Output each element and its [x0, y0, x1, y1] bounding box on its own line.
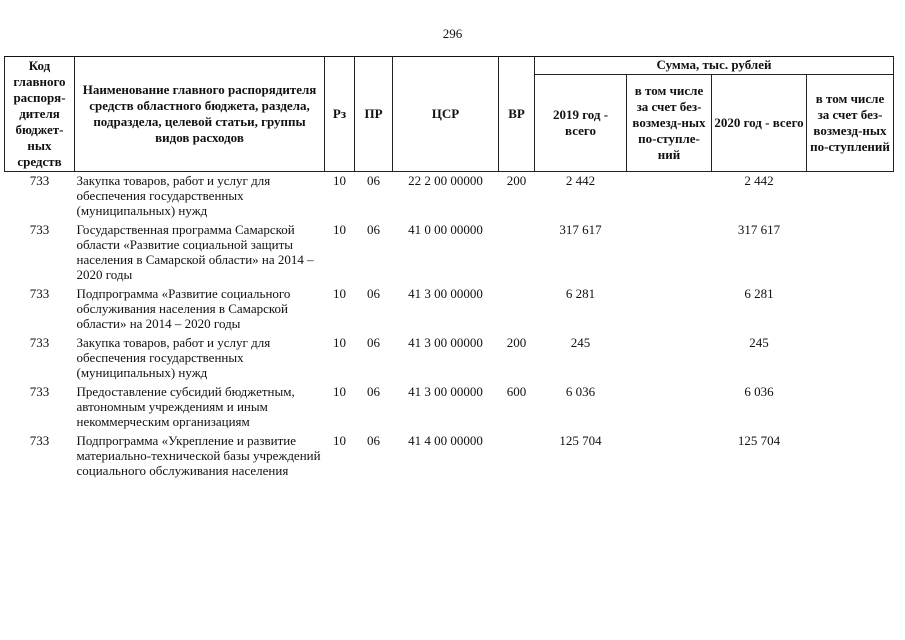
header-2020-gratis: в том числе за счет без-возмезд-ных по-ступлений — [807, 74, 894, 171]
cell-pr: 06 — [367, 173, 380, 188]
cell-rz: 10 — [333, 433, 346, 448]
cell-2020-gratis — [807, 383, 894, 432]
cell-csr: 41 4 00 00000 — [408, 433, 483, 448]
cell-2020-total: 2 442 — [744, 173, 774, 188]
cell-csr: 41 0 00 00000 — [408, 222, 483, 237]
cell-2019-gratis — [627, 432, 712, 481]
cell-2019-total: 125 704 — [559, 433, 602, 448]
cell-2019-gratis — [627, 172, 712, 222]
cell-csr: 41 3 00 00000 — [408, 286, 483, 301]
cell-name: Подпрограмма «Укрепление и развитие материально-технической базы учреждений социального обслуживания населения — [76, 433, 321, 478]
cell-2019-gratis — [627, 285, 712, 334]
cell-rz: 10 — [333, 286, 346, 301]
cell-rz: 10 — [333, 384, 346, 399]
cell-2020-gratis — [807, 172, 894, 222]
table-row — [5, 172, 894, 222]
cell-2020-total: 125 704 — [737, 433, 781, 448]
cell-2020-gratis — [807, 221, 894, 285]
cell-kod: 733 — [29, 433, 50, 448]
cell-vr: 200 — [506, 173, 527, 188]
cell-pr: 06 — [367, 384, 380, 399]
table-row — [5, 221, 894, 285]
budget-table — [4, 56, 894, 481]
table-row — [5, 285, 894, 334]
cell-csr: 41 3 00 00000 — [408, 384, 483, 399]
cell-2019-total: 245 — [570, 335, 591, 350]
table-header — [5, 57, 894, 172]
cell-kod: 733 — [29, 286, 50, 301]
cell-2020-total: 6 036 — [744, 384, 774, 399]
cell-name: Закупка товаров, работ и услуг для обеспечения государственных (муниципальных) нужд — [76, 335, 271, 380]
cell-pr: 06 — [367, 335, 380, 350]
cell-vr — [499, 221, 535, 285]
cell-csr: 41 3 00 00000 — [408, 335, 483, 350]
cell-2020-total: 245 — [749, 335, 769, 350]
cell-vr — [499, 285, 535, 334]
cell-2020-gratis — [807, 334, 894, 383]
header-vr: ВР — [499, 57, 535, 172]
cell-rz: 10 — [333, 173, 346, 188]
cell-pr: 06 — [367, 286, 380, 301]
cell-rz: 10 — [333, 335, 346, 350]
header-rz: Рз — [325, 57, 355, 172]
table-row — [5, 334, 894, 383]
cell-2020-gratis — [807, 285, 894, 334]
cell-2019-total: 6 036 — [565, 384, 596, 399]
cell-2019-total: 317 617 — [559, 222, 602, 237]
cell-vr — [499, 432, 535, 481]
cell-csr: 22 2 00 00000 — [408, 173, 483, 188]
cell-kod: 733 — [29, 173, 50, 188]
cell-2019-gratis — [627, 221, 712, 285]
header-csr: ЦСР — [393, 57, 499, 172]
cell-vr: 600 — [506, 384, 527, 399]
cell-kod: 733 — [29, 335, 50, 350]
page-number: 296 — [442, 26, 463, 41]
cell-name: Предоставление субсидий бюджетным, автономным учреждениям и иным некоммерческим организациям — [76, 384, 295, 429]
table-row — [5, 383, 894, 432]
cell-rz: 10 — [333, 222, 346, 237]
cell-2019-total: 6 281 — [565, 286, 596, 301]
table-body — [5, 172, 894, 482]
header-sum-title: Сумма, тыс. рублей — [535, 57, 894, 75]
cell-name: Подпрограмма «Развитие социального обслуживания населения в Самарской области» на 2014 – 2020 годы — [76, 286, 291, 331]
table-row — [5, 432, 894, 481]
cell-2020-gratis — [807, 432, 894, 481]
header-kod: Код главного распоря-дителя бюджет-ных средств — [5, 57, 75, 172]
cell-kod: 733 — [29, 222, 50, 237]
cell-vr: 200 — [506, 335, 527, 350]
cell-2019-total: 2 442 — [565, 173, 596, 188]
cell-2020-total: 6 281 — [744, 286, 774, 301]
header-name: Наименование главного распорядителя средств областного бюджета, раздела, подраздела, целевой статьи, группы видов расходов — [75, 57, 325, 172]
header-pr: ПР — [355, 57, 393, 172]
cell-2019-gratis — [627, 383, 712, 432]
cell-2019-gratis — [627, 334, 712, 383]
header-2020-total: 2020 год - всего — [712, 74, 807, 171]
header-2019-gratis: в том числе за счет без-возмезд-ных по-ступле-ний — [627, 74, 712, 171]
cell-2020-total: 317 617 — [737, 222, 781, 237]
cell-kod: 733 — [29, 384, 50, 399]
cell-pr: 06 — [367, 222, 380, 237]
cell-name: Закупка товаров, работ и услуг для обеспечения государственных (муниципальных) нужд — [76, 173, 271, 218]
header-2019-total: 2019 год - всего — [535, 74, 627, 171]
cell-pr: 06 — [367, 433, 380, 448]
cell-name: Государственная программа Самарской области «Развитие социальной защиты населения в Самарской области» на 2014 – 2020 годы — [76, 222, 314, 282]
